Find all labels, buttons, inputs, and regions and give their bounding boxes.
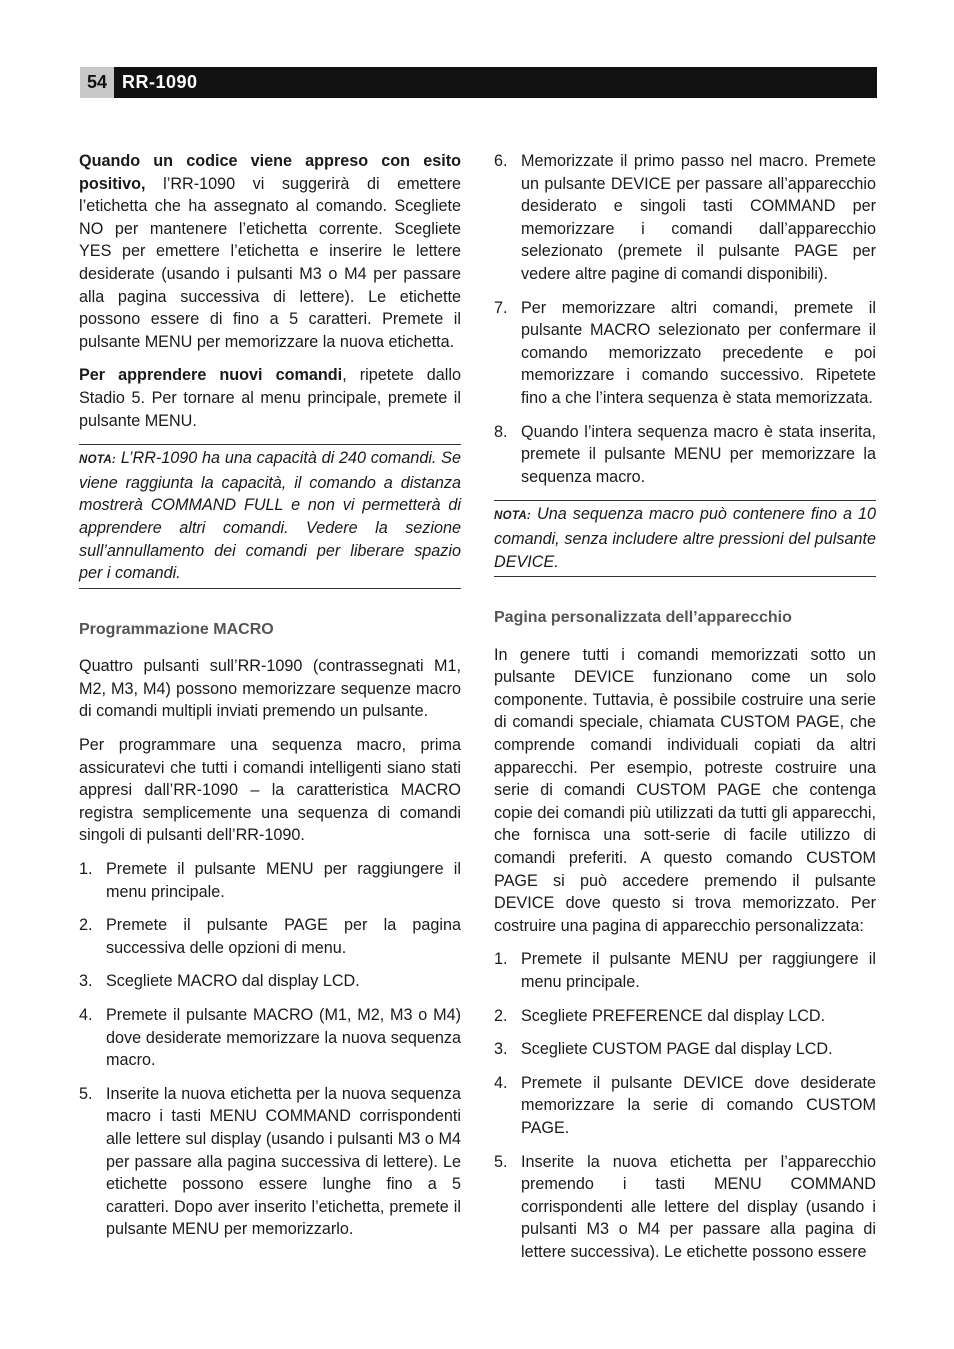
paragraph-learn-new — [79, 364, 461, 432]
list-item — [494, 1038, 876, 1061]
list-number: 2. — [79, 916, 93, 935]
macro-steps-list — [79, 858, 461, 1241]
paragraph-macro-setup: Per programmare una sequenza macro, prima assicuratevi che tutti i comandi intelligenti siano stati appresi dall’RR-1090 – la caratteristica MACRO registra semplicemente una sequenza di comandi singoli di pulsanti dell’RR-1090. — [79, 736, 461, 845]
list-text: Premete il pulsante PAGE per la pagina successiva delle opzioni di menu. — [106, 916, 461, 957]
bold-lead: Per apprendere nuovi comandi — [79, 366, 343, 385]
list-text: Quando l’intera sequenza macro è stata inserita, premete il pulsante MENU per memorizzare la sequenza macro. — [521, 422, 876, 486]
custom-page-steps-list — [494, 948, 876, 1263]
page-header — [80, 67, 877, 98]
list-item — [494, 1005, 876, 1028]
list-item — [494, 421, 876, 489]
model-name: RR-1090 — [122, 72, 198, 92]
list-text: Scegliete MACRO dal display LCD. — [106, 972, 360, 991]
paragraph-macro-intro: Quattro pulsanti sull’RR-1090 (contrassegnati M1, M2, M3, M4) possono memorizzare sequenze macro di comandi multipli inviati premendo un pulsante. — [79, 657, 461, 721]
right-column — [494, 150, 876, 1275]
list-item — [79, 970, 461, 993]
note-capacity — [79, 444, 461, 589]
page-number: 54 — [80, 67, 114, 98]
list-text: Memorizzate il primo passo nel macro. Premete un pulsante DEVICE per passare all’apparecchio desiderato e singoli tasti COMMAND per memorizzare i comandi dall’apparecchio selezionato (premete il pulsante PAGE per vedere altre pagine di comandi disponibili). — [521, 152, 876, 283]
list-text: Premete il pulsante DEVICE dove desiderate memorizzare la serie di comando CUSTOM PAGE. — [521, 1073, 876, 1137]
list-item — [494, 948, 876, 993]
list-number: 7. — [494, 298, 508, 317]
list-text: Inserite la nuova etichetta per la nuova sequenza macro i tasti MENU COMMAND corrispondenti alle lettere sul display (usando i pulsanti M3 o M4 per passare alla pagina successiva di lettere). Le etichette possono essere lunghe fino a 5 caratteri. Dopo aver inserito l’etichetta, premete il pulsante MENU per memorizzarlo. — [106, 1084, 461, 1239]
list-number: 3. — [494, 1040, 508, 1059]
list-text: Scegliete PREFERENCE dal display LCD. — [521, 1006, 826, 1025]
list-text: Premete il pulsante MENU per raggiungere il menu principale. — [106, 860, 461, 901]
list-number: 1. — [79, 860, 93, 879]
list-text: Per memorizzare altri comandi, premete il pulsante MACRO selezionato per confermare il comando memorizzato precedente e poi memorizzare i comando successivo. Ripetete fino a che l’intera sequenza è stata memorizzata. — [521, 298, 876, 407]
macro-steps-list-continued — [494, 150, 876, 488]
bold-lead: Quando un codice viene appreso con esito positivo, — [79, 152, 461, 193]
list-item — [79, 1083, 461, 1241]
list-item — [494, 1072, 876, 1140]
list-number: 3. — [79, 972, 93, 991]
list-text: Scegliete CUSTOM PAGE dal display LCD. — [521, 1040, 833, 1059]
note-text: L’RR-1090 ha una capacità di 240 comandi. Se viene raggiunta la capacità, il comando a distanza mostrerà COMMAND FULL e non vi permetterà di apprendere altri comandi. Vedere la sezione sull’annullamento dei comandi per liberare spazio per i comandi. — [79, 449, 461, 583]
section-heading-custom-page: Pagina personalizzata dell’apparecchio — [494, 609, 792, 627]
list-number: 4. — [79, 1006, 93, 1024]
list-number: 5. — [79, 1084, 93, 1103]
paragraph-learned-code — [79, 150, 461, 353]
list-number: 2. — [494, 1006, 508, 1025]
list-number: 1. — [494, 950, 508, 969]
list-item — [79, 914, 461, 959]
note-macro-limit — [494, 500, 876, 577]
paragraph-custom-page: In genere tutti i comandi memorizzati sotto un pulsante DEVICE funzionano come un solo componente. Tuttavia, è possibile costruire una serie di comandi speciale, chiamata CUSTOM PAGE, che comprende comandi individuali copiati da altri apparecchi. Per esempio, potreste costruire una serie di comandi CUSTOM PAGE che contenga copie dei comandi più utilizzati da tutti gli apparecchi, che fornisca una sott-serie di facile utilizzo di comandi preferiti. A questo comando CUSTOM PAGE si può accedere premendo il pulsante DEVICE dove questo si trova memorizzato. Per costruire una pagina di apparecchio personalizzata: — [494, 645, 876, 935]
list-text: Inserite la nuova etichetta per l’apparecchio premendo i tasti MENU COMMAND corrispondenti alle lettere del display (usando i pulsanti M3 o M4 per passare alla pagina di lettere successiva). Le etichette possono essere — [521, 1152, 876, 1261]
section-heading-macro: Programmazione MACRO — [79, 620, 274, 638]
paragraph-text: l’RR-1090 vi suggerirà di emettere l’etichetta che ha assegnato al comando. Scegliete NO per mantenere l’etichetta corrente. Scegliete YES per emettere l’etichetta e inserire le lettere desiderate (usando i pulsanti M3 o M4 per passare alla pagina successiva di lettere). Le etichette possono essere di fino a 5 caratteri. Premete il pulsante MENU per memorizzare la nuova etichetta. — [79, 174, 461, 351]
left-column — [79, 150, 461, 1252]
note-text: Una sequenza macro può contenere fino a 10 comandi, senza includere altre pressioni del pulsante DEVICE. — [494, 505, 876, 571]
list-text: Premete il pulsante MACRO (M1, M2, M3 o M4) dove desiderate memorizzare la nuova sequenza macro. — [106, 1006, 461, 1070]
list-item — [79, 858, 461, 903]
list-number: 4. — [494, 1073, 508, 1092]
paragraph-text: , ripetete dallo Stadio 5. Per tornare al menu principale, premete il pulsante MENU. — [79, 366, 462, 430]
list-number: 8. — [494, 422, 508, 441]
note-label: NOTA: — [79, 454, 117, 467]
list-item — [494, 1151, 876, 1264]
list-text: Premete il pulsante MENU per raggiungere il menu principale. — [521, 950, 876, 991]
list-number: 6. — [494, 152, 508, 170]
list-item — [494, 150, 876, 286]
list-item — [494, 297, 876, 410]
list-item — [79, 1004, 461, 1072]
note-label: NOTA: — [494, 510, 532, 523]
list-number: 5. — [494, 1152, 508, 1171]
